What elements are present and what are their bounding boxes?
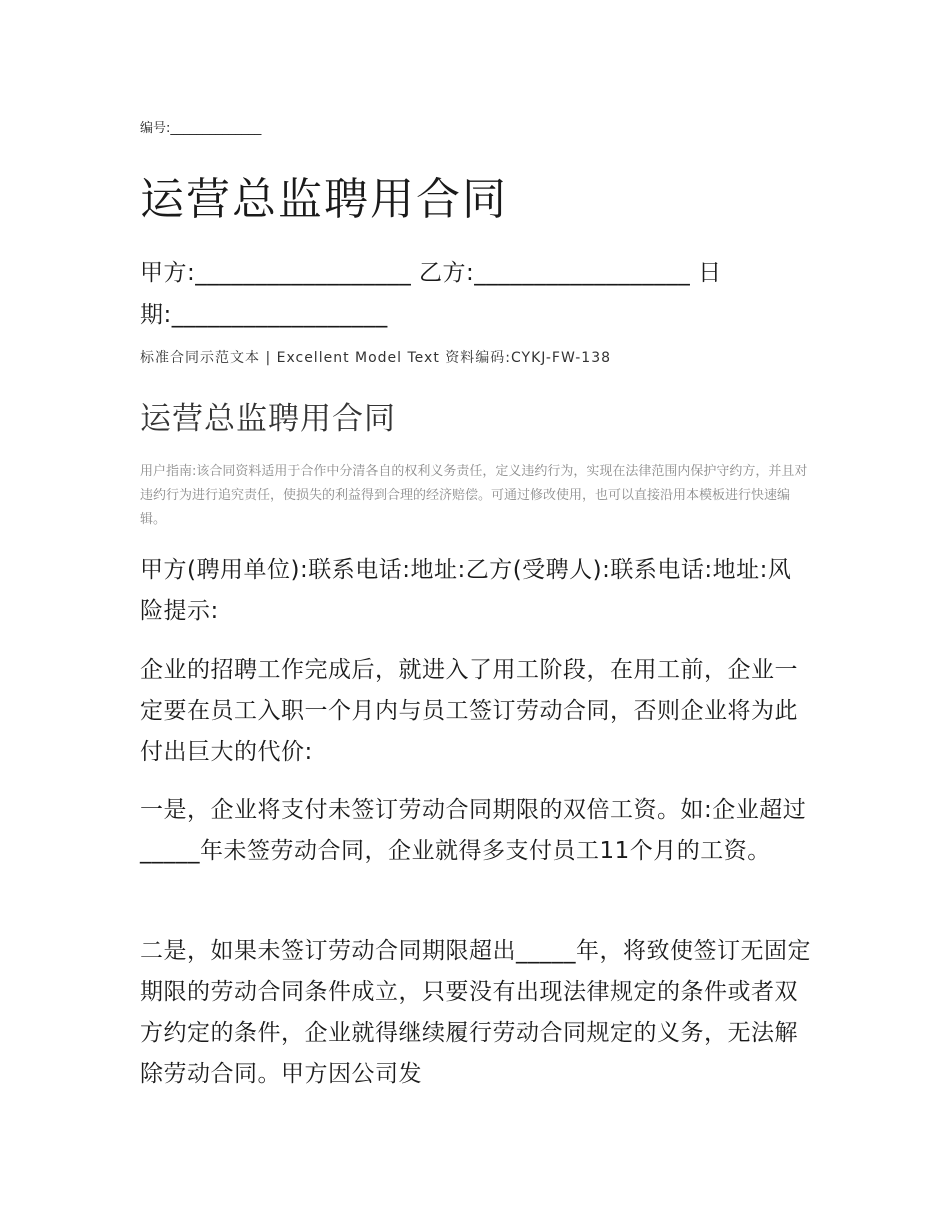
paragraph-contact-info: 甲方(聘用单位):联系电话:地址:乙方(受聘人):联系电话:地址:风险提示: <box>140 557 792 624</box>
page-title: 运营总监聘用合同 <box>140 174 508 225</box>
paragraph-point-two: 二是，如果未签订劳动合同期限超出_____年，将致使签订无固定期限的劳动合同条件成立，只要没有出现法律规定的条件或者双方约定的条件，企业就得继续履行劳动合同规定的义务，无法解除劳动合同。甲方因公司发 <box>140 938 811 1087</box>
parties-line: 甲方:__________________ 乙方:__________________ 日期:__________________ <box>140 260 722 328</box>
paragraph-intro: 企业的招聘工作完成后，就进入了用工阶段，在用工前，企业一定要在员工入职一个月内与员工签订劳动合同，否则企业将为此付出巨大的代价: <box>140 657 798 765</box>
standard-text-line: 标准合同示范文本 | Excellent Model Text 资料编码:CYKJ-FW-138 <box>140 350 612 366</box>
section-title: 运营总监聘用合同 <box>140 401 396 437</box>
user-guide: 用户指南:该合同资料适用于合作中分清各自的权利义务责任，定义违约行为，实现在法律范围内保护守约方，并且对违约行为进行追究责任，使损失的利益得到合理的经济赔偿。可通过修改使用，也可以直接沿用本模板进行快速编辑。 <box>140 464 808 527</box>
paragraph-point-one: 一是，企业将支付未签订劳动合同期限的双倍工资。如:企业超过_____年未签劳动合同，企业就得多支付员工11个月的工资。 <box>140 797 807 864</box>
serial-number: 编号:______________ <box>140 121 262 136</box>
